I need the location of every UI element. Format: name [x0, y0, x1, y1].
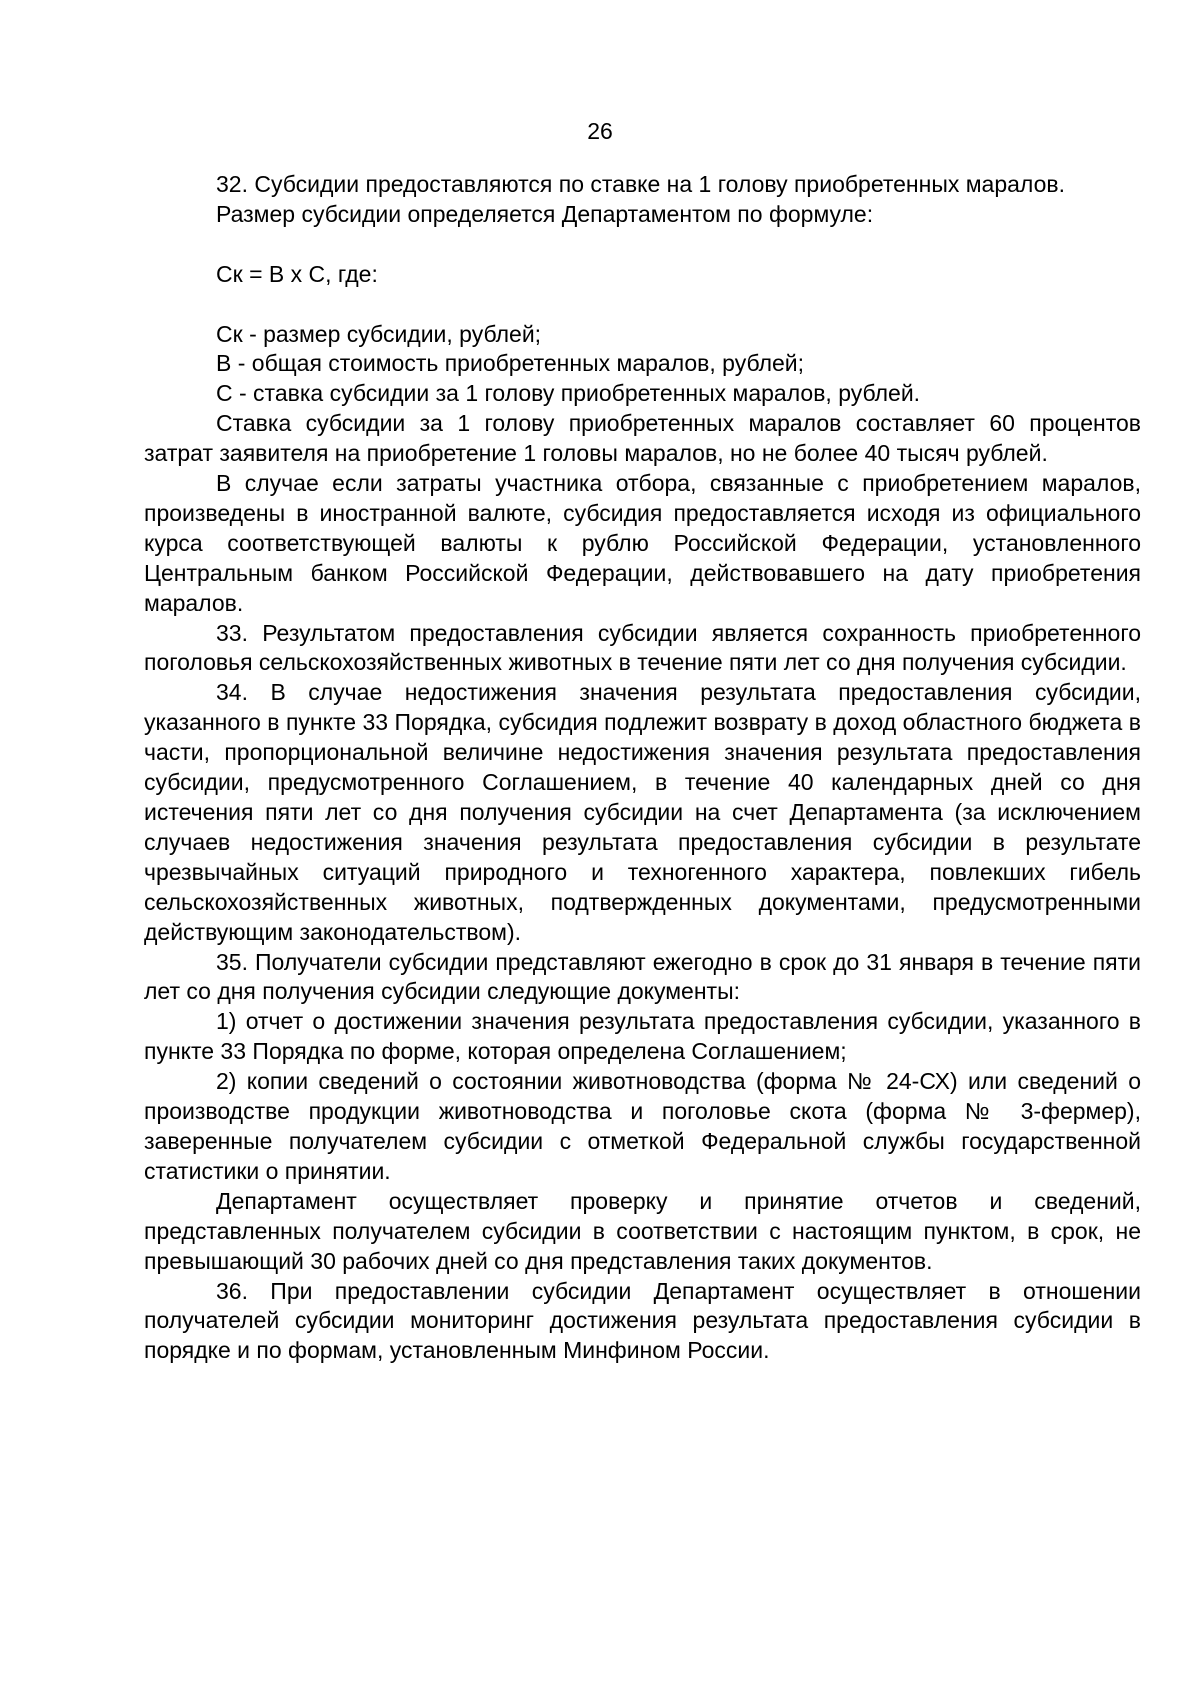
paragraph-formula-intro: Размер субсидии определяется Департаментом по формуле: — [216, 200, 874, 227]
paragraph-35-item-2: 2) копии сведений о состоянии животноводства (форма № 24-СХ) или сведений о производстве продукции животноводства и поголовье скота (форма № 3-фермер), заверенные получателем субсидии с отметкой Федеральной службы государственной статистики о принятии. — [144, 1068, 1141, 1184]
formula-var-s: С - ставка субсидии за 1 голову приобретенных маралов, рублей. — [216, 380, 921, 407]
document-body — [144, 170, 1141, 1366]
paragraph-32: 32. Субсидии предоставляются по ставке на 1 голову приобретенных маралов. — [216, 171, 1066, 197]
formula-var-sk: Ск - размер субсидии, рублей; — [216, 320, 542, 347]
paragraph-35: 35. Получатели субсидии представляют ежегодно в срок до 31 января в течение пяти лет со дня получения субсидии следующие документы: — [144, 948, 1141, 1005]
page-number: 26 — [587, 118, 613, 144]
paragraph-verification: Департамент осуществляет проверку и принятие отчетов и сведений, представленных получателем субсидии в соответствии с настоящим пунктом, в срок, не превышающий 30 рабочих дней со дня представления таких документов. — [144, 1187, 1141, 1274]
formula-var-v: В - общая стоимость приобретенных маралов, рублей; — [216, 350, 805, 377]
blank-line — [144, 290, 1141, 320]
formula-line: Ск = В х С, где: — [216, 260, 378, 287]
paragraph-rate: Ставка субсидии за 1 голову приобретенных маралов составляет 60 процентов затрат заявителя на приобретение 1 головы маралов, но не более 40 тысяч рублей. — [144, 410, 1141, 467]
paragraph-35-item-1: 1) отчет о достижении значения результата предоставления субсидии, указанного в пункте 33 Порядка по форме, которая определена Соглашением; — [144, 1008, 1141, 1065]
paragraph-36: 36. При предоставлении субсидии Департамент осуществляет в отношении получателей субсидии мониторинг достижения результата предоставления субсидии в порядке и по формам, установленным Минфином России. — [144, 1277, 1141, 1364]
paragraph-currency: В случае если затраты участника отбора, связанные с приобретением маралов, произведены в иностранной валюте, субсидия предоставляется исходя из официального курса соответствующей валюты к рублю Российской Федерации, установленного Центральным банком Российской Федерации, действовавшего на дату приобретения маралов. — [144, 470, 1141, 616]
blank-line — [144, 230, 1141, 260]
paragraph-33: 33. Результатом предоставления субсидии является сохранность приобретенного поголовья сельскохозяйственных животных в течение пяти лет со дня получения субсидии. — [144, 619, 1141, 676]
paragraph-34: 34. В случае недостижения значения результата предоставления субсидии, указанного в пункте 33 Порядка, субсидия подлежит возврату в доход областного бюджета в части, пропорциональной величине недостижения значения результата предоставления субсидии, предусмотренного Соглашением, в течение 40 календарных дней со дня истечения пяти лет со дня получения субсидии на счет Департамента (за исключением случаев недостижения значения результата предоставления субсидии в результате чрезвычайных ситуаций природного и техногенного характера, повлекших гибель сельскохозяйственных животных, подтвержденных документами, предусмотренными действующим законодательством). — [144, 679, 1141, 945]
